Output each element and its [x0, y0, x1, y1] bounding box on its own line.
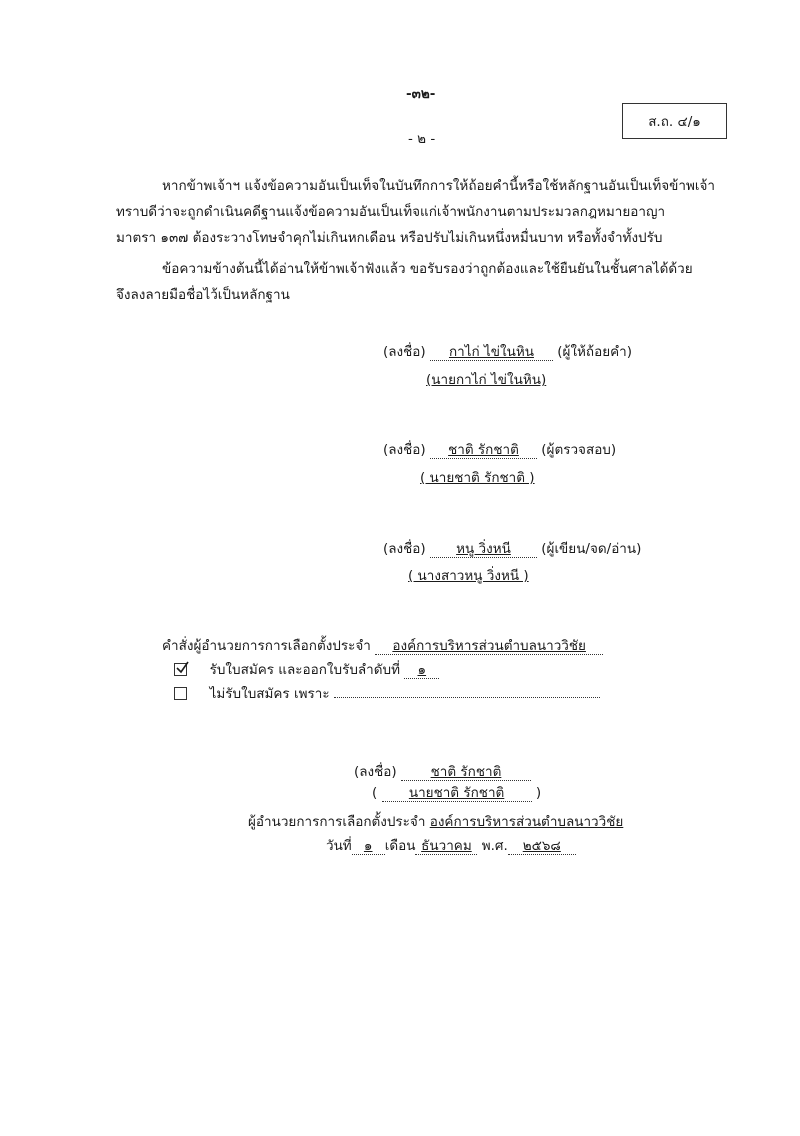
statement-line: ทราบดีว่าจะถูกดำเนินคดีฐานแจ้งข้อความอันเป็นเท็จแก่เจ้าพนักงานตามประมวลกฎหมายอาญา: [116, 204, 666, 220]
date-year-label: พ.ศ.: [481, 838, 508, 854]
order-option-reject: [174, 682, 600, 704]
page-number-sub: - ๒ -: [408, 131, 436, 147]
director-date-line: [326, 834, 576, 856]
printed-name-statement-giver: (นายกาไก่ ไข่ในหิน): [426, 372, 547, 388]
order-organization: องค์การบริหารส่วนตำบลนาววิชัย: [392, 638, 586, 654]
receipt-number: ๑: [417, 662, 427, 678]
accept-label: รับใบสมัคร และออกใบรับลำดับที่: [209, 662, 400, 678]
printed-name-writer: ( นางสาวหนู วิ่งหนี ): [408, 568, 529, 584]
signature-line-statement-giver: [383, 340, 632, 362]
statement-line: หากข้าพเจ้าฯ แจ้งข้อความอันเป็นเท็จในบันทึกการให้ถ้อยคำนี้หรือใช้หลักฐานอันเป็นเท็จข้าพเจ้า: [162, 178, 715, 194]
director-printed-name: นายชาติ รักชาติ: [408, 785, 505, 801]
reject-reason-field: [334, 697, 600, 698]
signature-field: [430, 345, 553, 361]
date-day-label: วันที่: [326, 838, 352, 854]
director-signature-field: [401, 765, 531, 781]
director-title-org: องค์การบริหารส่วนตำบลนาววิชัย: [429, 814, 624, 830]
statement-paragraph-1: [116, 173, 731, 251]
order-heading: [162, 634, 603, 656]
checkmark-icon: [174, 660, 190, 676]
date-year: ๒๕๖๘: [522, 838, 561, 854]
page-number-top: -๓๒-: [406, 86, 436, 102]
order-option-accept: [174, 658, 439, 680]
signature-field: [430, 443, 537, 459]
statement-line: จึงลงลายมือชื่อไว้เป็นหลักฐาน: [116, 287, 290, 303]
date-day: ๑: [363, 838, 373, 854]
director-signature: ชาติ รักชาติ: [430, 764, 502, 780]
sign-label: (ลงชื่อ): [383, 344, 426, 360]
reject-checkbox[interactable]: [174, 687, 187, 700]
statement-line: มาตรา ๑๓๗ ต้องระวางโทษจำคุกไม่เกินหกเดือน หรือปรับไม่เกินหนึ่งหมื่นบาท หรือทั้งจำทั้งปรับ: [116, 230, 663, 246]
statement-paragraph-2: [116, 256, 731, 308]
date-month: ธันวาคม: [421, 838, 472, 854]
director-signature-line: [354, 760, 531, 782]
signature-line-writer: [383, 537, 641, 559]
signature: ชาติ รักชาติ: [448, 442, 519, 458]
form-code-box: [622, 103, 727, 139]
signature-field: [430, 542, 537, 558]
date-month-label: เดือน: [384, 838, 416, 854]
open-paren: (: [372, 785, 378, 801]
reject-label: ไม่รับใบสมัคร เพราะ: [209, 686, 330, 702]
receipt-number-field: [404, 663, 439, 679]
date-day-field: [352, 839, 385, 855]
accept-checkbox[interactable]: [174, 663, 187, 676]
statement-line: ข้อความข้างต้นนี้ได้อ่านให้ข้าพเจ้าฟังแล้ว ขอรับรองว่าถูกต้องและใช้ยืนยันในชั้นศาลได้ด้วย: [162, 261, 693, 277]
form-code: ส.ถ. ๔/๑: [648, 114, 701, 130]
sign-label: (ลงชื่อ): [383, 442, 426, 458]
printed-name-inspector: ( นายชาติ รักชาติ ): [420, 470, 535, 486]
sign-label: (ลงชื่อ): [354, 764, 397, 780]
role-label: (ผู้เขียน/จด/อ่าน): [541, 541, 642, 557]
role-label: (ผู้ให้ถ้อยคำ): [557, 344, 633, 360]
sign-label: (ลงชื่อ): [383, 541, 426, 557]
signature: หนู วิ่งหนี: [456, 541, 511, 557]
close-paren: ): [535, 785, 542, 801]
director-printed-name-line: [372, 785, 541, 802]
director-title-line: [248, 810, 623, 832]
order-heading-label: คำสั่งผู้อำนวยการการเลือกตั้งประจำ: [162, 638, 371, 654]
director-printed-name-field: [382, 786, 532, 802]
order-organization-field: [375, 639, 603, 655]
signature: กาไก่ ไข่ในหิน: [448, 344, 534, 360]
date-month-field: [415, 839, 477, 855]
role-label: (ผู้ตรวจสอบ): [541, 442, 617, 458]
signature-line-inspector: [383, 438, 616, 460]
director-title-label: ผู้อำนวยการการเลือกตั้งประจำ: [248, 814, 426, 830]
date-year-field: [508, 839, 576, 855]
